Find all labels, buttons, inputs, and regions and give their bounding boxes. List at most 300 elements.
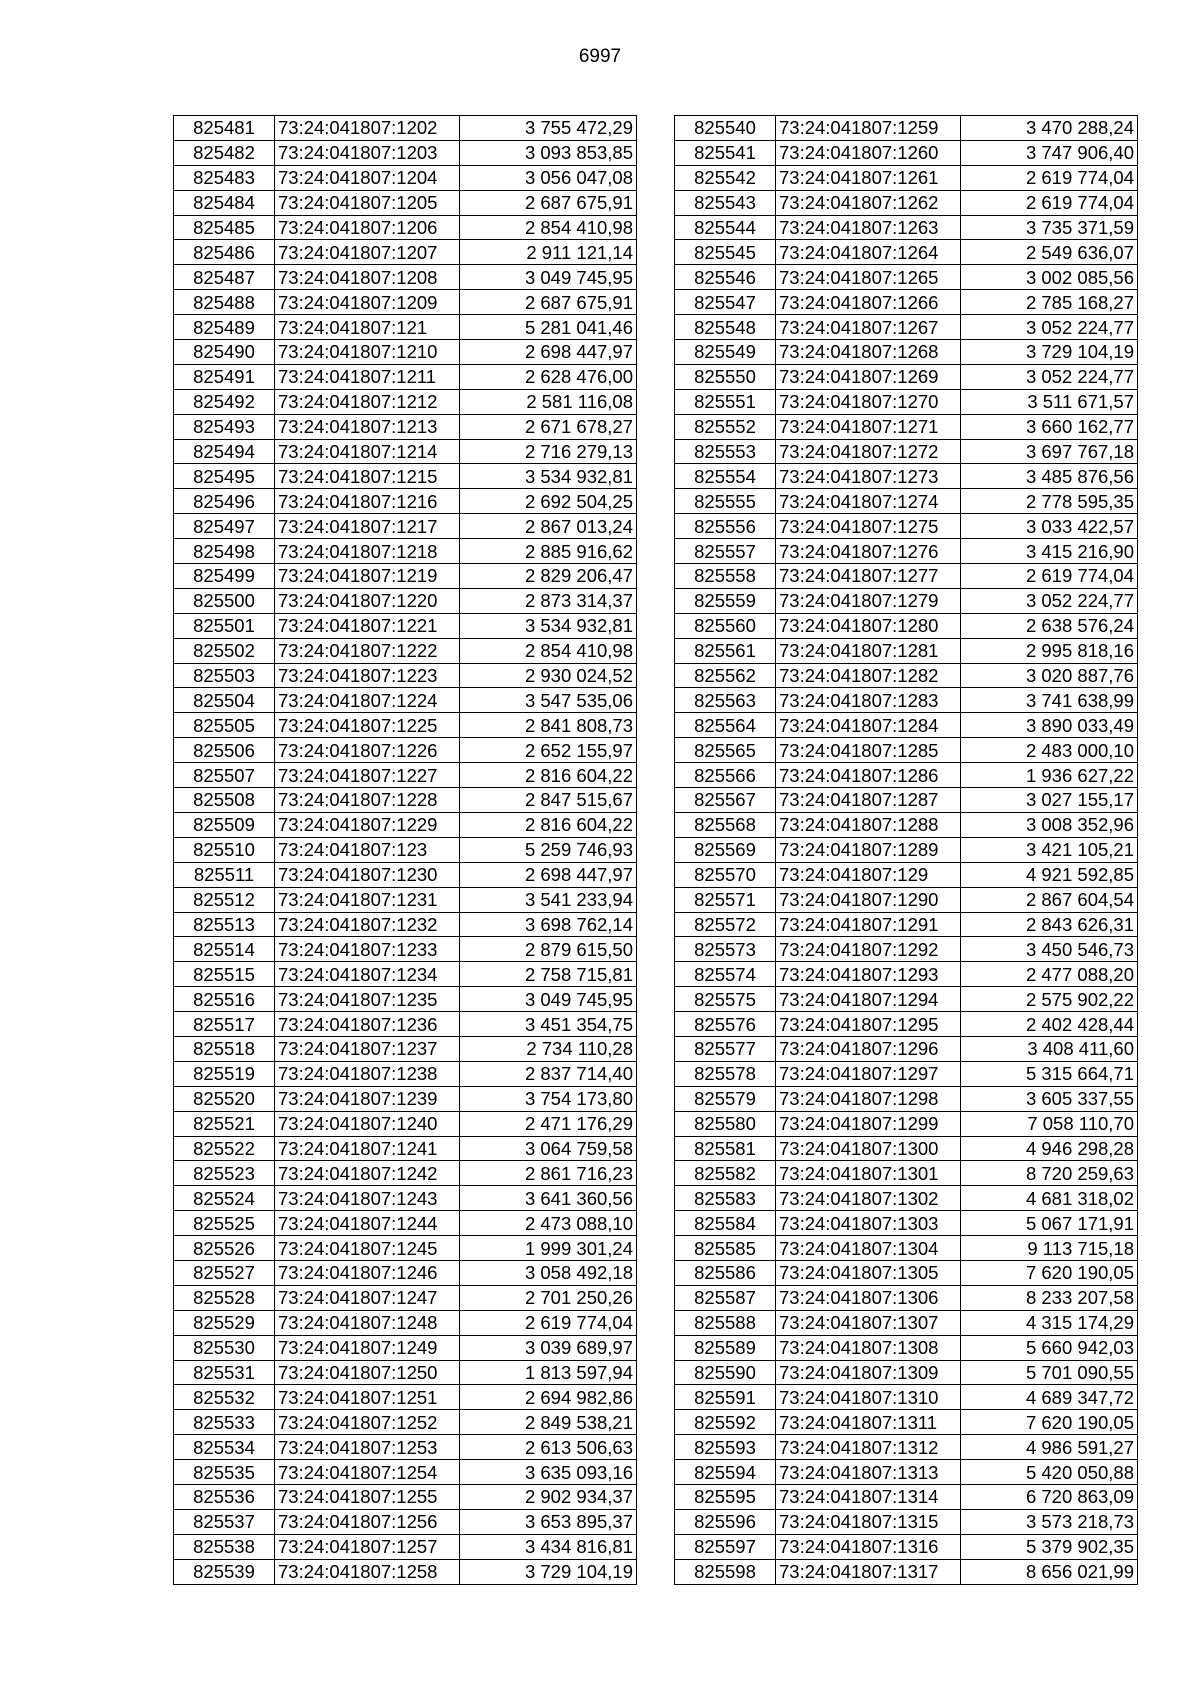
cadastral-number-cell: 73:24:041807:1224 xyxy=(275,688,460,713)
table-row xyxy=(675,315,1138,340)
record-number-cell: 825496 xyxy=(174,489,275,514)
record-number-cell: 825527 xyxy=(174,1260,275,1285)
record-number-cell: 825586 xyxy=(675,1260,776,1285)
record-number-cell: 825563 xyxy=(675,688,776,713)
cadastral-value-cell: 5 281 041,46 xyxy=(460,315,637,340)
table-row xyxy=(174,340,637,365)
table-row xyxy=(675,1534,1138,1559)
cadastral-number-cell: 73:24:041807:1272 xyxy=(776,439,961,464)
cadastral-number-cell: 73:24:041807:1312 xyxy=(776,1435,961,1460)
table-row xyxy=(675,290,1138,315)
cadastral-value-cell: 3 660 162,77 xyxy=(961,414,1138,439)
cadastral-value-cell: 6 720 863,09 xyxy=(961,1484,1138,1509)
table-row xyxy=(174,1360,637,1385)
record-number-cell: 825591 xyxy=(675,1385,776,1410)
record-number-cell: 825593 xyxy=(675,1435,776,1460)
record-number-cell: 825533 xyxy=(174,1410,275,1435)
record-number-cell: 825598 xyxy=(675,1559,776,1584)
cadastral-number-cell: 73:24:041807:1282 xyxy=(776,663,961,688)
cadastral-value-cell: 3 056 047,08 xyxy=(460,165,637,190)
record-number-cell: 825489 xyxy=(174,315,275,340)
table-row xyxy=(174,713,637,738)
record-number-cell: 825486 xyxy=(174,240,275,265)
table-row xyxy=(675,464,1138,489)
cadastral-value-cell: 3 573 218,73 xyxy=(961,1509,1138,1534)
record-number-cell: 825487 xyxy=(174,265,275,290)
cadastral-number-cell: 73:24:041807:1236 xyxy=(275,1012,460,1037)
table-row xyxy=(174,1036,637,1061)
cadastral-number-cell: 73:24:041807:121 xyxy=(275,315,460,340)
cadastral-value-cell: 3 534 932,81 xyxy=(460,613,637,638)
table-row xyxy=(174,663,637,688)
table-row xyxy=(174,1111,637,1136)
table-row xyxy=(174,613,637,638)
cadastral-value-cell: 2 628 476,00 xyxy=(460,364,637,389)
cadastral-value-cell: 7 058 110,70 xyxy=(961,1111,1138,1136)
cadastral-number-cell: 73:24:041807:1313 xyxy=(776,1460,961,1485)
table-row xyxy=(675,837,1138,862)
record-number-cell: 825582 xyxy=(675,1161,776,1186)
table-row xyxy=(675,265,1138,290)
cadastral-number-cell: 73:24:041807:1303 xyxy=(776,1211,961,1236)
cadastral-number-cell: 73:24:041807:1287 xyxy=(776,788,961,813)
cadastral-value-cell: 3 755 472,29 xyxy=(460,116,637,141)
table-row xyxy=(174,1410,637,1435)
cadastral-value-cell: 8 656 021,99 xyxy=(961,1559,1138,1584)
table-row xyxy=(675,364,1138,389)
cadastral-number-cell: 73:24:041807:1231 xyxy=(275,887,460,912)
record-number-cell: 825557 xyxy=(675,539,776,564)
record-number-cell: 825483 xyxy=(174,165,275,190)
cadastral-value-cell: 2 549 636,07 xyxy=(961,240,1138,265)
table-row xyxy=(675,1260,1138,1285)
table-row xyxy=(174,1260,637,1285)
table-row xyxy=(675,1509,1138,1534)
cadastral-number-cell: 73:24:041807:1258 xyxy=(275,1559,460,1584)
record-number-cell: 825583 xyxy=(675,1186,776,1211)
cadastral-number-cell: 73:24:041807:1229 xyxy=(275,812,460,837)
table-row xyxy=(174,364,637,389)
cadastral-value-cell: 2 402 428,44 xyxy=(961,1012,1138,1037)
cadastral-number-cell: 73:24:041807:1269 xyxy=(776,364,961,389)
table-row xyxy=(174,514,637,539)
table-row xyxy=(174,414,637,439)
record-number-cell: 825493 xyxy=(174,414,275,439)
cadastral-number-cell: 73:24:041807:1275 xyxy=(776,514,961,539)
cadastral-value-cell: 8 233 207,58 xyxy=(961,1285,1138,1310)
cadastral-value-cell: 2 816 604,22 xyxy=(460,812,637,837)
cadastral-number-cell: 73:24:041807:1219 xyxy=(275,564,460,589)
cadastral-number-cell: 73:24:041807:1233 xyxy=(275,937,460,962)
table-row xyxy=(174,1012,637,1037)
record-number-cell: 825501 xyxy=(174,613,275,638)
cadastral-value-cell: 2 638 576,24 xyxy=(961,613,1138,638)
record-number-cell: 825528 xyxy=(174,1285,275,1310)
table-row xyxy=(675,240,1138,265)
cadastral-number-cell: 73:24:041807:1309 xyxy=(776,1360,961,1385)
cadastral-value-cell: 5 259 746,93 xyxy=(460,837,637,862)
cadastral-value-cell: 7 620 190,05 xyxy=(961,1260,1138,1285)
record-number-cell: 825596 xyxy=(675,1509,776,1534)
cadastral-number-cell: 73:24:041807:1228 xyxy=(275,788,460,813)
table-row xyxy=(174,564,637,589)
table-row xyxy=(675,862,1138,887)
table-row xyxy=(174,962,637,987)
record-number-cell: 825567 xyxy=(675,788,776,813)
cadastral-number-cell: 73:24:041807:1274 xyxy=(776,489,961,514)
cadastral-number-cell: 73:24:041807:1265 xyxy=(776,265,961,290)
record-number-cell: 825576 xyxy=(675,1012,776,1037)
cadastral-value-cell: 7 620 190,05 xyxy=(961,1410,1138,1435)
record-number-cell: 825539 xyxy=(174,1559,275,1584)
table-row xyxy=(675,1410,1138,1435)
cadastral-value-cell: 2 619 774,04 xyxy=(961,564,1138,589)
table-row xyxy=(174,688,637,713)
cadastral-number-cell: 73:24:041807:1221 xyxy=(275,613,460,638)
record-number-cell: 825551 xyxy=(675,389,776,414)
cadastral-value-cell: 3 741 638,99 xyxy=(961,688,1138,713)
record-number-cell: 825569 xyxy=(675,837,776,862)
cadastral-number-cell: 73:24:041807:1299 xyxy=(776,1111,961,1136)
record-number-cell: 825529 xyxy=(174,1310,275,1335)
cadastral-number-cell: 73:24:041807:1307 xyxy=(776,1310,961,1335)
record-number-cell: 825519 xyxy=(174,1061,275,1086)
record-number-cell: 825544 xyxy=(675,215,776,240)
cadastral-value-cell: 3 729 104,19 xyxy=(961,340,1138,365)
record-number-cell: 825542 xyxy=(675,165,776,190)
cadastral-value-cell: 2 841 808,73 xyxy=(460,713,637,738)
table-row xyxy=(174,190,637,215)
record-number-cell: 825587 xyxy=(675,1285,776,1310)
cadastral-number-cell: 73:24:041807:1232 xyxy=(275,912,460,937)
record-number-cell: 825554 xyxy=(675,464,776,489)
cadastral-value-cell: 1 936 627,22 xyxy=(961,763,1138,788)
cadastral-number-cell: 73:24:041807:1213 xyxy=(275,414,460,439)
record-number-cell: 825571 xyxy=(675,887,776,912)
record-number-cell: 825510 xyxy=(174,837,275,862)
table-row xyxy=(675,1161,1138,1186)
cadastral-number-cell: 73:24:041807:1239 xyxy=(275,1086,460,1111)
cadastral-number-cell: 73:24:041807:1264 xyxy=(776,240,961,265)
table-row xyxy=(174,1061,637,1086)
cadastral-value-cell: 3 754 173,80 xyxy=(460,1086,637,1111)
cadastral-value-cell: 2 847 515,67 xyxy=(460,788,637,813)
table-row xyxy=(174,140,637,165)
table-row xyxy=(675,1211,1138,1236)
table-row xyxy=(174,315,637,340)
table-row xyxy=(675,613,1138,638)
cadastral-number-cell: 73:24:041807:1246 xyxy=(275,1260,460,1285)
cadastral-number-cell: 73:24:041807:1211 xyxy=(275,364,460,389)
cadastral-value-cell: 2 843 626,31 xyxy=(961,912,1138,937)
record-number-cell: 825532 xyxy=(174,1385,275,1410)
cadastral-value-cell: 2 687 675,91 xyxy=(460,290,637,315)
cadastral-value-cell: 1 999 301,24 xyxy=(460,1236,637,1261)
table-row xyxy=(174,1161,637,1186)
cadastral-number-cell: 73:24:041807:1249 xyxy=(275,1335,460,1360)
cadastral-number-cell: 73:24:041807:1255 xyxy=(275,1484,460,1509)
table-row xyxy=(675,763,1138,788)
record-number-cell: 825490 xyxy=(174,340,275,365)
cadastral-value-cell: 3 049 745,95 xyxy=(460,265,637,290)
cadastral-value-cell: 3 052 224,77 xyxy=(961,315,1138,340)
table-row xyxy=(174,464,637,489)
cadastral-number-cell: 73:24:041807:1317 xyxy=(776,1559,961,1584)
cadastral-number-cell: 73:24:041807:1254 xyxy=(275,1460,460,1485)
cadastral-number-cell: 73:24:041807:1212 xyxy=(275,389,460,414)
table-row xyxy=(174,1559,637,1584)
record-number-cell: 825595 xyxy=(675,1484,776,1509)
record-number-cell: 825573 xyxy=(675,937,776,962)
record-number-cell: 825584 xyxy=(675,1211,776,1236)
cadastral-value-cell: 3 729 104,19 xyxy=(460,1559,637,1584)
cadastral-value-cell: 5 701 090,55 xyxy=(961,1360,1138,1385)
cadastral-value-cell: 3 450 546,73 xyxy=(961,937,1138,962)
cadastral-number-cell: 73:24:041807:1227 xyxy=(275,763,460,788)
table-row xyxy=(675,1012,1138,1037)
record-number-cell: 825577 xyxy=(675,1036,776,1061)
cadastral-number-cell: 73:24:041807:1223 xyxy=(275,663,460,688)
record-number-cell: 825517 xyxy=(174,1012,275,1037)
cadastral-number-cell: 73:24:041807:1230 xyxy=(275,862,460,887)
cadastral-value-cell: 9 113 715,18 xyxy=(961,1236,1138,1261)
record-number-cell: 825499 xyxy=(174,564,275,589)
table-row xyxy=(675,912,1138,937)
record-number-cell: 825572 xyxy=(675,912,776,937)
table-row xyxy=(675,539,1138,564)
cadastral-number-cell: 73:24:041807:1267 xyxy=(776,315,961,340)
table-row xyxy=(174,638,637,663)
table-row xyxy=(174,763,637,788)
cadastral-value-cell: 3 434 816,81 xyxy=(460,1534,637,1559)
page-number: 6997 xyxy=(578,46,622,67)
cadastral-number-cell: 73:24:041807:1238 xyxy=(275,1061,460,1086)
cadastral-number-cell: 73:24:041807:1306 xyxy=(776,1285,961,1310)
record-number-cell: 825506 xyxy=(174,738,275,763)
record-number-cell: 825558 xyxy=(675,564,776,589)
table-row xyxy=(675,414,1138,439)
table-row xyxy=(675,738,1138,763)
cadastral-number-cell: 73:24:041807:1217 xyxy=(275,514,460,539)
cadastral-value-cell: 2 778 595,35 xyxy=(961,489,1138,514)
cadastral-number-cell: 73:24:041807:1290 xyxy=(776,887,961,912)
record-number-cell: 825565 xyxy=(675,738,776,763)
table-row xyxy=(675,1111,1138,1136)
cadastral-value-cell: 4 921 592,85 xyxy=(961,862,1138,887)
cadastral-value-cell: 2 581 116,08 xyxy=(460,389,637,414)
table-row xyxy=(174,1236,637,1261)
cadastral-value-cell: 2 867 013,24 xyxy=(460,514,637,539)
cadastral-value-cell: 2 692 504,25 xyxy=(460,489,637,514)
record-number-cell: 825566 xyxy=(675,763,776,788)
cadastral-number-cell: 73:24:041807:1248 xyxy=(275,1310,460,1335)
table-row xyxy=(675,688,1138,713)
record-number-cell: 825560 xyxy=(675,613,776,638)
cadastral-value-cell: 2 785 168,27 xyxy=(961,290,1138,315)
table-row xyxy=(174,389,637,414)
cadastral-number-cell: 73:24:041807:1316 xyxy=(776,1534,961,1559)
record-number-cell: 825523 xyxy=(174,1161,275,1186)
cadastral-number-cell: 73:24:041807:1210 xyxy=(275,340,460,365)
table-row xyxy=(174,588,637,613)
record-number-cell: 825512 xyxy=(174,887,275,912)
cadastral-number-cell: 73:24:041807:1241 xyxy=(275,1136,460,1161)
record-number-cell: 825534 xyxy=(174,1435,275,1460)
cadastral-number-cell: 73:24:041807:1225 xyxy=(275,713,460,738)
record-number-cell: 825579 xyxy=(675,1086,776,1111)
cadastral-number-cell: 73:24:041807:1205 xyxy=(275,190,460,215)
record-number-cell: 825520 xyxy=(174,1086,275,1111)
cadastral-value-cell: 2 694 982,86 xyxy=(460,1385,637,1410)
cadastral-value-cell: 2 575 902,22 xyxy=(961,987,1138,1012)
table-row xyxy=(174,1484,637,1509)
cadastral-number-cell: 73:24:041807:1208 xyxy=(275,265,460,290)
table-row xyxy=(675,215,1138,240)
record-number-cell: 825555 xyxy=(675,489,776,514)
record-number-cell: 825503 xyxy=(174,663,275,688)
record-number-cell: 825580 xyxy=(675,1111,776,1136)
record-number-cell: 825536 xyxy=(174,1484,275,1509)
cadastral-value-cell: 2 854 410,98 xyxy=(460,215,637,240)
record-number-cell: 825507 xyxy=(174,763,275,788)
table-row xyxy=(675,1236,1138,1261)
cadastral-value-cell: 2 477 088,20 xyxy=(961,962,1138,987)
cadastral-number-cell: 73:24:041807:1245 xyxy=(275,1236,460,1261)
record-number-cell: 825524 xyxy=(174,1186,275,1211)
cadastral-number-cell: 73:24:041807:1234 xyxy=(275,962,460,987)
table-row xyxy=(174,215,637,240)
cadastral-number-cell: 73:24:041807:1257 xyxy=(275,1534,460,1559)
cadastral-number-cell: 73:24:041807:1260 xyxy=(776,140,961,165)
table-row xyxy=(675,1186,1138,1211)
table-row xyxy=(675,1086,1138,1111)
record-number-cell: 825530 xyxy=(174,1335,275,1360)
cadastral-value-cell: 3 605 337,55 xyxy=(961,1086,1138,1111)
table-row xyxy=(675,1385,1138,1410)
record-number-cell: 825482 xyxy=(174,140,275,165)
cadastral-number-cell: 73:24:041807:1214 xyxy=(275,439,460,464)
cadastral-value-cell: 4 681 318,02 xyxy=(961,1186,1138,1211)
record-number-cell: 825502 xyxy=(174,638,275,663)
record-number-cell: 825504 xyxy=(174,688,275,713)
record-number-cell: 825488 xyxy=(174,290,275,315)
record-number-cell: 825516 xyxy=(174,987,275,1012)
table-row xyxy=(174,837,637,862)
cadastral-number-cell: 73:24:041807:1310 xyxy=(776,1385,961,1410)
table-row xyxy=(174,1534,637,1559)
table-row xyxy=(675,140,1138,165)
table-row xyxy=(174,1460,637,1485)
record-number-cell: 825540 xyxy=(675,116,776,141)
record-number-cell: 825561 xyxy=(675,638,776,663)
cadastral-number-cell: 73:24:041807:1263 xyxy=(776,215,961,240)
record-number-cell: 825564 xyxy=(675,713,776,738)
cadastral-value-cell: 3 421 105,21 xyxy=(961,837,1138,862)
table-row xyxy=(174,812,637,837)
cadastral-value-cell: 2 873 314,37 xyxy=(460,588,637,613)
record-number-cell: 825548 xyxy=(675,315,776,340)
record-number-cell: 825525 xyxy=(174,1211,275,1236)
record-number-cell: 825575 xyxy=(675,987,776,1012)
cadastral-number-cell: 73:24:041807:1277 xyxy=(776,564,961,589)
cadastral-value-cell: 2 698 447,97 xyxy=(460,862,637,887)
cadastral-number-cell: 73:24:041807:123 xyxy=(275,837,460,862)
cadastral-value-cell: 5 420 050,88 xyxy=(961,1460,1138,1485)
table-row xyxy=(174,937,637,962)
cadastral-number-cell: 73:24:041807:1292 xyxy=(776,937,961,962)
table-row xyxy=(174,240,637,265)
cadastral-value-cell: 3 058 492,18 xyxy=(460,1260,637,1285)
record-number-cell: 825538 xyxy=(174,1534,275,1559)
table-row xyxy=(174,1086,637,1111)
cadastral-number-cell: 73:24:041807:1294 xyxy=(776,987,961,1012)
cadastral-value-cell: 3 033 422,57 xyxy=(961,514,1138,539)
cadastral-value-cell: 3 408 411,60 xyxy=(961,1036,1138,1061)
record-number-cell: 825518 xyxy=(174,1036,275,1061)
cadastral-value-cell: 4 315 174,29 xyxy=(961,1310,1138,1335)
cadastral-number-cell: 73:24:041807:1203 xyxy=(275,140,460,165)
cadastral-number-cell: 73:24:041807:1215 xyxy=(275,464,460,489)
table-row xyxy=(174,1136,637,1161)
cadastral-value-cell: 5 379 902,35 xyxy=(961,1534,1138,1559)
cadastral-number-cell: 73:24:041807:1295 xyxy=(776,1012,961,1037)
table-row xyxy=(675,1435,1138,1460)
cadastral-value-cell: 2 471 176,29 xyxy=(460,1111,637,1136)
cadastral-number-cell: 73:24:041807:1256 xyxy=(275,1509,460,1534)
cadastral-number-cell: 73:24:041807:129 xyxy=(776,862,961,887)
cadastral-value-cell: 2 619 774,04 xyxy=(961,165,1138,190)
cadastral-value-cell: 3 002 085,56 xyxy=(961,265,1138,290)
table-row xyxy=(675,340,1138,365)
cadastral-value-cell: 3 451 354,75 xyxy=(460,1012,637,1037)
record-number-cell: 825553 xyxy=(675,439,776,464)
cadastral-number-cell: 73:24:041807:1293 xyxy=(776,962,961,987)
cadastral-number-cell: 73:24:041807:1283 xyxy=(776,688,961,713)
cadastral-number-cell: 73:24:041807:1240 xyxy=(275,1111,460,1136)
record-number-cell: 825545 xyxy=(675,240,776,265)
table-row xyxy=(675,1460,1138,1485)
cadastral-value-cell: 2 671 678,27 xyxy=(460,414,637,439)
cadastral-number-cell: 73:24:041807:1266 xyxy=(776,290,961,315)
cadastral-value-cell: 5 315 664,71 xyxy=(961,1061,1138,1086)
cadastral-number-cell: 73:24:041807:1235 xyxy=(275,987,460,1012)
cadastral-number-cell: 73:24:041807:1279 xyxy=(776,588,961,613)
record-number-cell: 825541 xyxy=(675,140,776,165)
record-number-cell: 825526 xyxy=(174,1236,275,1261)
cadastral-number-cell: 73:24:041807:1262 xyxy=(776,190,961,215)
cadastral-number-cell: 73:24:041807:1226 xyxy=(275,738,460,763)
cadastral-number-cell: 73:24:041807:1301 xyxy=(776,1161,961,1186)
record-number-cell: 825588 xyxy=(675,1310,776,1335)
cadastral-number-cell: 73:24:041807:1281 xyxy=(776,638,961,663)
cadastral-number-cell: 73:24:041807:1314 xyxy=(776,1484,961,1509)
table-row xyxy=(675,564,1138,589)
cadastral-value-cell: 2 613 506,63 xyxy=(460,1435,637,1460)
cadastral-value-cell: 8 720 259,63 xyxy=(961,1161,1138,1186)
table-row xyxy=(675,663,1138,688)
cadastral-number-cell: 73:24:041807:1311 xyxy=(776,1410,961,1435)
table-row xyxy=(675,165,1138,190)
cadastral-number-cell: 73:24:041807:1261 xyxy=(776,165,961,190)
cadastral-number-cell: 73:24:041807:1276 xyxy=(776,539,961,564)
table-row xyxy=(675,1285,1138,1310)
cadastral-value-cell: 2 849 538,21 xyxy=(460,1410,637,1435)
record-number-cell: 825592 xyxy=(675,1410,776,1435)
record-number-cell: 825549 xyxy=(675,340,776,365)
table-row xyxy=(675,588,1138,613)
cadastral-number-cell: 73:24:041807:1270 xyxy=(776,389,961,414)
record-number-cell: 825492 xyxy=(174,389,275,414)
